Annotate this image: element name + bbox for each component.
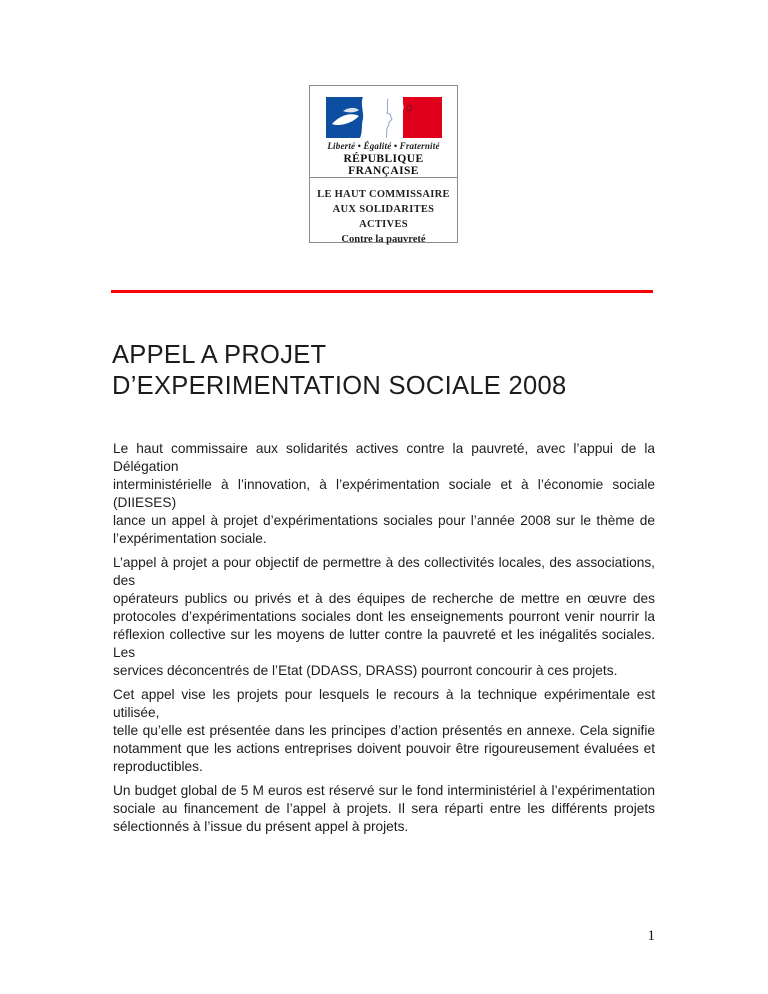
paragraph-line: Un budget global de 5 M euros est réservé sur le fond interministériel à l’expérimentation (113, 783, 655, 798)
paragraph-line: notamment que les actions entreprises doivent pouvoir être rigoureusement évaluées et (113, 741, 655, 756)
paragraph-line: lance un appel à projet d’expérimentations sociales pour l’année 2008 sur le thème de (113, 513, 655, 528)
document-title-line2: D’EXPERIMENTATION SOCIALE 2008 (112, 372, 567, 400)
paragraph-line: reproductibles. (113, 759, 203, 774)
paragraph-line: réflexion collective sur les moyens de lutter contre la pauvreté et les inégalités sociales. Les (113, 627, 655, 660)
org-name-line1: LE HAUT COMMISSAIRE (317, 189, 450, 200)
paragraph-2 (113, 554, 655, 680)
logo-republique-francaise: RÉPUBLIQUE FRANÇAISE (343, 153, 424, 177)
red-divider-rule (111, 290, 653, 293)
paragraph-line: opérateurs publics ou privés et à des équipes de recherche de mettre en œuvre des (113, 591, 655, 606)
paragraph-line: l’expérimentation sociale. (113, 531, 267, 546)
paragraph-3 (113, 686, 655, 776)
paragraph-line: Le haut commissaire aux solidarités actives contre la pauvreté, avec l’appui de la Délégation (113, 441, 655, 474)
document-title (112, 340, 672, 402)
body-paragraphs (113, 440, 655, 842)
document-title-line1: APPEL A PROJET (112, 341, 327, 369)
logo-motto: Liberté • Égalité • Fraternité (327, 141, 440, 151)
paragraph-line: services déconcentrés de l’Etat (DDASS, DRASS) pourront concourir à ces projets. (113, 663, 618, 678)
paragraph-4 (113, 782, 655, 836)
paragraph-1 (113, 440, 655, 548)
ministry-logo-block (309, 85, 458, 243)
org-name-line3: Contre la pauvreté (341, 234, 426, 245)
paragraph-line: L’appel à projet a pour objectif de permettre à des collectivités locales, des associations, des (113, 555, 655, 588)
org-name-line2: AUX SOLIDARITES ACTIVES (332, 204, 435, 230)
paragraph-line: sociale au financement de l’appel à projets. Il sera réparti entre les différents projets (113, 801, 655, 816)
paragraph-line: Cet appel vise les projets pour lesquels le recours à la technique expérimentale est utilisée, (113, 687, 655, 720)
page-number: 1 (647, 928, 655, 944)
french-flag-marianne-icon (326, 97, 442, 138)
paragraph-line: sélectionnés à l’issue du présent appel à projets. (113, 819, 409, 834)
paragraph-line: interministérielle à l’innovation, à l’expérimentation sociale et à l’économie sociale (DIIESES) (113, 477, 655, 510)
paragraph-line: protocoles d’expérimentations sociales dont les enseignements pourront venir nourrir la (113, 609, 655, 624)
commissioner-name-block (310, 177, 457, 247)
paragraph-line: telle qu’elle est présentée dans les principes d’action présentés en annexe. Cela signifie (113, 723, 655, 738)
republique-francaise-logo (310, 86, 457, 177)
